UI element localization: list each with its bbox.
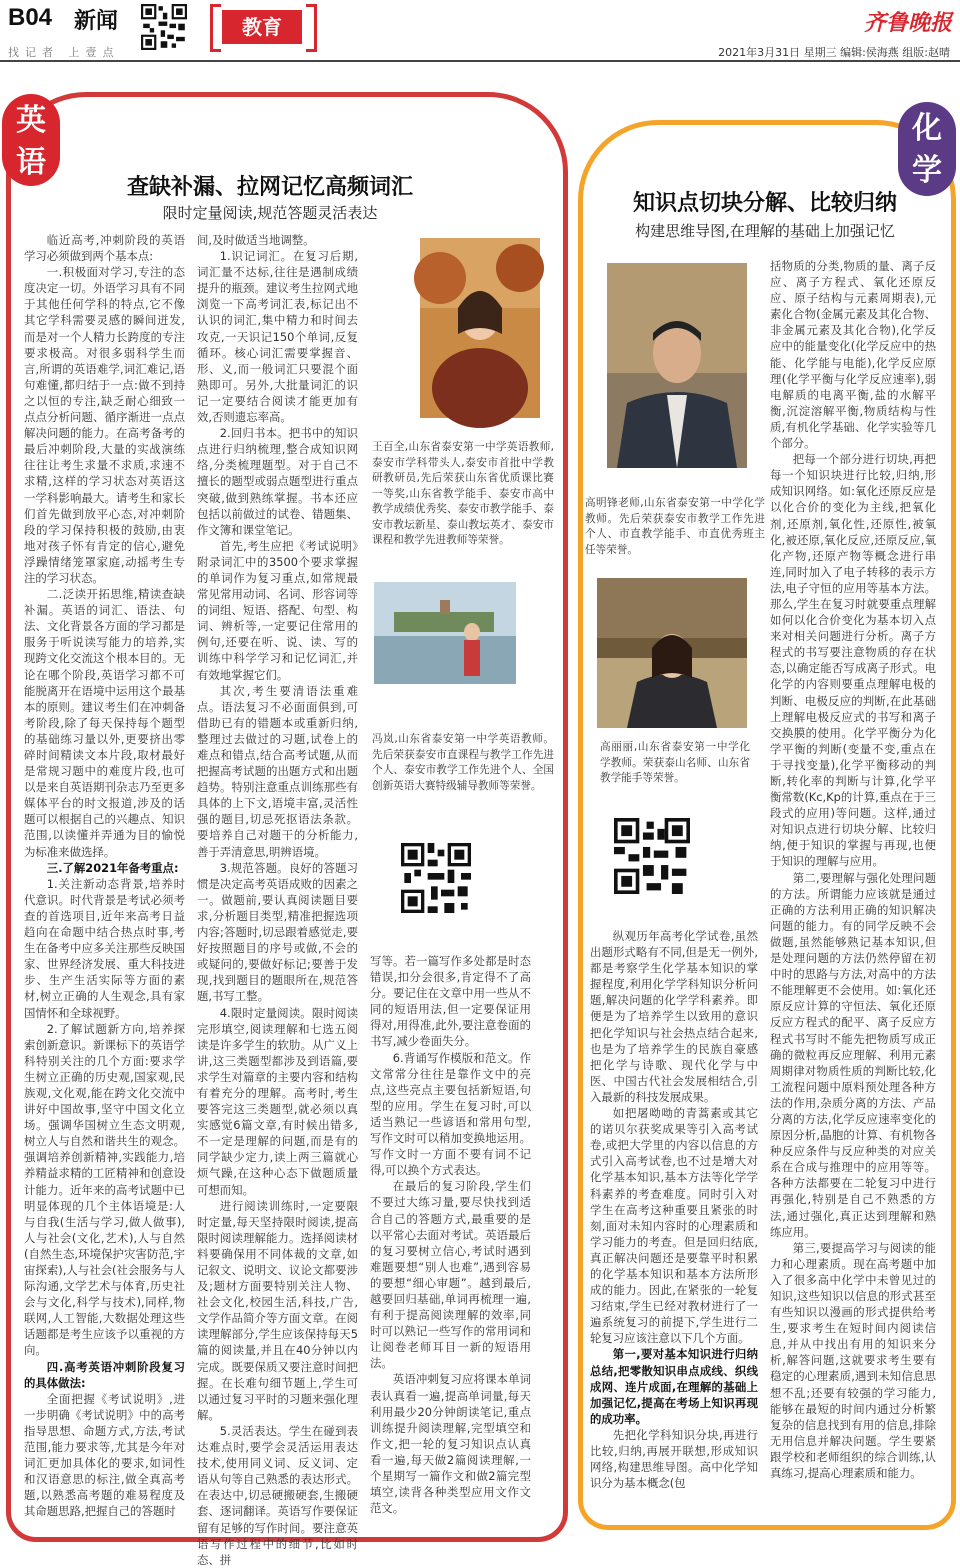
paragraph: 临近高考,冲刺阶段的英语学习必须做到两个基本点:	[24, 233, 185, 264]
chemistry-badge	[898, 102, 956, 196]
english-badge	[2, 94, 60, 186]
section-name: 新闻	[74, 9, 119, 34]
chemistry-column-1	[590, 928, 758, 1513]
english-column-1	[24, 232, 185, 1522]
paragraph: 1.识记词汇。在复习后期,词汇量不达标,往往是遇制成绩提升的瓶颈。建议考生拉网式地浏览一下高考词汇表,标记出不认识的词汇,集中精力和时间去攻克,一天识记150个单词,反复循环。核心词汇需要掌握音、形、义,而一般词汇只要混个面熟即可。另外,大批量词汇的识记一定要结合阅读才能更加有效,否则遗忘率高。	[197, 249, 358, 425]
paragraph: 3.规范答题。良好的答题习惯是决定高考英语成败的因素之一。做题前,要认真阅读题目要求,分析题目类型,精准把握选项内容;答题时,切忌跟着感觉走,要好按照题目的序号或做,不会的或疑问的,要做好标记;要善于发现,找到题目的题眼所在,规范答题,书写工整。	[197, 860, 358, 1004]
teacher-photo-wang	[420, 238, 540, 418]
teacher-caption-feng: 冯岚,山东省泰安第一中学英语教师。先后荣获泰安市直课程与教学工作先进个人、泰安市教学工作先进个人、全国创新英语大赛特级辅导教师等荣誉。	[372, 733, 554, 792]
paragraph: 括物质的分类,物质的量、离子反应、离子方程式、氧化还原反应、原子结构与元素周期表),元素化合物(金属元素及其化合物、非金属元素及其化合物),化学反应中的能量变化(化学反应中的热能、化学能与电能),化学反应原理(化学平衡与化学反应速率),弱电解质的电离平衡,盐的水解平衡,沉淀溶解平衡,物质结构与性质,有机化学基础、化学实验等几个部分。	[770, 259, 936, 451]
paragraph: 进行阅读训练时,一定要限时定量,每天坚持限时阅读,提高限时阅读理解能力。选择阅读材料要确保用不同体裁的文章,如记叙文、说明文、议论文都要涉及;题材方面要特别关注人物、社会文化,校园生活,科技,广告,文学作品简介等方面文章。在阅读理解部分,学生应该保持每天5篇的阅读量,并且在40分钟以内完成。既要保质又要注意时间把握。在长难句细节题上,学生可以通过复习平时的习题来强化理解。	[197, 1198, 358, 1422]
paragraph: 第一,要对基本知识进行归纳总结,把零散知识串点成线、织线成网、连片成面,在理解的基础上加强记忆,提高在考场上知识再现的成功率。	[590, 1347, 758, 1426]
tag-bracket-right	[306, 4, 317, 52]
paragraph: 三.了解2021年备考重点:	[46, 860, 179, 875]
paragraph: 5.灵活表达。学生在碰到表达难点时,要学会灵活运用表达技术,使用同义词、反义词、定语从句等自己熟悉的表达形式。在表达中,切忌硬搬硬套,生搬硬套、逐词翻译。英语写作要保证留有足够的写作时间。要注意英语写作过程中的细节,比如时态、拼	[197, 1423, 358, 1567]
paragraph: 四.高考英语冲刺阶段复习的具体做法:	[24, 1359, 185, 1390]
paragraph: 如把屠呦呦的青蒿素或其它的诺贝尔获奖成果等引入高考试卷,或把大学里的内容以信息的方式引入高考试卷,也不过是增大对化学基本知识,基本方法等化学学科素养的考查难度。同时引入对学生在高考这种重要且紧张的时刻,面对未知内容时的心理素质和学习能力的考查。但是回归结底,真正解决问题还是要靠平时积累的化学基本知识和基本方法所形成的能力。因此,在紧张的一轮复习结束,学生已经对教材进行了一遍系统复习的前提下,学生进行二轮复习应该注意以下几个方面。	[590, 1106, 758, 1346]
teacher-caption-gao-mingfeng: 高明锋老师,山东省泰安第一中学化学教师。先后荣获泰安市教学工作先进个人、市直教学能手、市直优秀班主任等荣誉。	[585, 497, 765, 556]
paragraph: 首先,考生应把《考试说明》附录词汇中的3500个要求掌握的单词作为复习重点,如常规最常见常用动词、名词、形容词等的词组、短语、搭配、句型、构词、辨析等,一定要记住常用的例句,还要在听、说、读、写的训练中科学学习和记忆词汇,并有效地掌握它们。	[197, 538, 358, 682]
english-subtitle: 限时定量阅读,规范答题灵活表达	[162, 204, 378, 222]
section-tag: 教育	[222, 10, 302, 44]
english-badge-text: 英语	[16, 103, 46, 180]
page-number: B04	[8, 4, 53, 31]
paragraph: 在最后的复习阶段,学生们不要过大练习量,要尽快找到适合自己的答题方式,最重要的是以平常心去面对考试。英语最后的复习要树立信心,考试时遇到难题要想“别人也难”,遇到容易的要想“细心审题”。越到最后,越要回归基础,单词再梳理一遍,有利于提高阅读理解的效率,同时可以熟记一些写作的常用词和让阅卷老师耳目一新的短语用法。	[370, 1179, 531, 1371]
qr-code-chemistry[interactable]	[614, 818, 690, 894]
english-title: 查缺补漏、拉网记忆高频词汇	[126, 175, 413, 200]
chemistry-subtitle: 构建思维导图,在理解的基础上加强记忆	[635, 222, 895, 240]
teacher-caption-wang: 王百全,山东省泰安第一中学英语教师,泰安市学科带头人,泰安市首批中学教研教研员,先后荣获山东省优质课比赛一等奖,山东省教学能手、泰安市高中教学成绩优秀奖、泰安市教学能手、泰安市教坛新星、泰山教坛英才、泰安市课程和教学先进教师等荣誉。	[372, 441, 554, 546]
teacher-photo-gao-lili	[597, 578, 747, 728]
paragraph: 1.关注新动态背景,培养时代意识。时代背景是考试必须考查的首选项目,近年来高考日益趋向在命题中结合热点时事,考生在备考中应多关注那些反映国家、世界经济发展、重大科技进步、生产生活实际等方面的素材,树立正确的人生观念,具有家国情怀和全球视野。	[24, 876, 185, 1020]
paragraph: 英语冲刺复习应将课本单词表认真看一遍,提高单词量,每天利用最少20分钟朗读笔记,重点训练提升阅读理解,完型填空和作文,把一轮的复习知识点认真看一遍,每天做2篇阅读理解,一个星期写一篇作文和做2篇完型填空,读背各种类型应用文作文范文。	[370, 1372, 531, 1516]
paragraph: 把每一个部分进行切块,再把每一个知识块进行比较,归纳,形成知识网络。如:氧化还原反应是以化合价的变化为主线,把氧化剂,还原剂,氧化性,还原性,被氧化,被还原,氧化反应,还原反应,氧化产物,还原产物等概念进行串连,同时加入了电子转移的表示方法,电子守恒的应用等基本方法。那么,学生在复习时就要重点理解如何以化合价变化为基本切入点来对相关问题进行分析。离子方程式的书写要注意物质的存在状态,以确定能否写成离子形式。电化学的内容则要重点理解电极的判断、电极反应的判断,在此基础上理解电极反应式的书写和离子交换膜的使用。化学平衡分为化学平衡的判断(变量不变,重点在于寻找变量),化学平衡移动的判断,转化率的判断与计算,化学平衡常数(Kc,Kp的计算,重点在于三段式的应用)等问题。这样,通过对知识点进行切块分解、比较归纳,便于知识的掌握与再现,也便于知识的理解与应用。	[770, 452, 936, 869]
paragraph: 全面把握《考试说明》,进一步明确《考试说明》中的高考指导思想、命题方式,方法,考试范围,能力要求等,尤其是今年对词汇更加具体化的要求,如词性和汉语意思的标注,做全真高考题,以熟悉高考题的难易程度及其命题思路,把握自己的答题时	[24, 1391, 185, 1519]
paragraph: 写等。若一篇写作多处都是时态错误,扣分会很多,肯定得不了高分。要记住在文章中用一些从不同的短语用法,但一定要保证用得对,用得准,此外,要注意卷面的书写,减少卷面失分。	[370, 954, 531, 1049]
paragraph: 其次,考生要清语法重难点。语法复习不必面面俱到,可借助已有的错题本或重新归纳,整理过去做过的习题,试卷上的难点和错点,结合高考试题,从而把握高考试题的出题方式和出题趋势。特别注意重点训练那些有具体的上下文,语境丰富,灵活性强的题目,切忌死抠语法条款。要培养自己对题干的分析能力,善于弄清意思,明辨语境。	[197, 683, 358, 859]
header-rule	[0, 60, 960, 62]
paragraph: 先把化学科知识分块,再进行比较,归纳,再展开联想,形成知识网络,构建思维导图。高中化学知识分为基本概念(包	[590, 1427, 758, 1491]
chemistry-title: 知识点切块分解、比较归纳	[632, 191, 897, 216]
paragraph: 一.积极面对学习,专注的态度决定一切。外语学习具有不同于其他任何学科的特点,它不像其它学科需要灵感的瞬间迸发,而是对一个人精力长跨度的专注要求极高。对很多弱科学生而言,所谓的英语难学,词汇难记,语句难懂,都归结于一点:做不到持之以恒的专注,缺乏耐心细致一点点分析问题、循序渐进一点点解决问题的能力。在高考备考的最后冲刺阶段,大量的实战演练往往让考生求量不求质,求速不求精,这样的学习状态对英语这一学科影响最大。请考生和家长们首先做到放平心态,对冲刺阶段的学习保持积极的鼓励,由衷地对孩子怀有肯定的信心,避免浮躁情绪笼罩家庭,动摇考生专注的学习状态。	[24, 265, 185, 585]
paragraph: 2.了解试题新方向,培养探索创新意识。新课标下的英语学科特别关注的几个方面:要求学生树立正确的历史观,国家观,民族观,文化观,能在跨文化交流中讲好中国故事,坚守中国文化立场。强调华国树立生态文明观,树立人与自然和谐共生的观念。强调培养创新精神,实践能力,培养精益求精的工匠精神和创意设计能力。近年来的高考试题中已明显体现的几个主体语境是:人与自我(生活与学习,做人做事),人与社会(文化,艺术),人与自然(自然生态,环境保护灾害防范,宇宙探索),人与社会(社会服务与人际沟通,文学艺术与体育,历史社会与文化,科学与技术),同样,物联网,人工智能,大数据处理这些话题都是考生应该予以重视的方向。	[24, 1021, 185, 1358]
paragraph: 4.限时定量阅读。限时阅读完形填空,阅读理解和七选五阅读是许多学生的软肋。从广义上讲,这三类题型都涉及到语篇,要求学生对篇章的主要内容和结构有着充分的理解。高考时,考生要答完这三类题型,就必须以真实感觉6篇文章,有时候出错多,不一定是理解的问题,而是有的同学缺少定力,读上两三篇就心烦气躁,在这种心态下做题质量可想而知。	[197, 1005, 358, 1197]
paragraph: 纵观历年高考化学试卷,虽然出题形式略有不同,但是无一例外,都是考察学生化学基本知识的掌握程度,利用化学学科知识分析问题,解决问题的化学学科素养。即便是为了培养学生以致用的意识把化学知识与社会热点结合起来,也是为了培养学生的民族自豪感把化学与诗歌、现代化学与中医、中国古代社会发展相结合,引入最新的科技发展成果。	[590, 929, 758, 1104]
paragraph: 第三,要提高学习与阅读的能力和心理素质。现在高考题中加入了很多高中化学中未曾见过的知识,这些知识以信息的形式甚至有些知识以漫画的形式提供给考生,要求考生在短时间内阅读信息,并从中找出有用的知识来分析,解答问题,这就要求考生要有稳定的心理素质,遇到未知信息思想不乱;还要有较强的学习能力,能够在最短的时间内通过分析繁复杂的信息找到有用的信息,排除无用信息并解决问题。学生要紧跟学校和老师组织的综合训练,认真练习,提高心理素质和能力。	[770, 1240, 936, 1481]
paragraph: 2.回归书本。把书中的知识点进行归纳梳理,整合成知识网络,分类梳理题型。对于自己不擅长的题型或弱点题型进行重点突破,做到熟练掌握。书本还应包括以前做过的试卷、错题集、作文簿和课堂笔记。	[197, 426, 358, 537]
english-column-3	[370, 953, 531, 1523]
teacher-photo-gao-mingfeng	[607, 263, 747, 468]
chemistry-badge-text: 化学	[912, 111, 942, 188]
paragraph: 二.泛读开拓思维,精读查缺补漏。英语的词汇、语法、句法、文化背景各方面的学习都是服务于听说读写能力的培养,实现跨文化交流这个根本目的。无论在哪个阶段,英语学习都不可能脱离开在语境中运用这个最基本的原则。建议考生们在冲刺备考阶段,除了每天保持每个题型的基础练习量以外,更要挤出零碎时间精读文本片段,取材最好是常规习题中的难度片段,也可以是来自英语期刊杂志乃至更多媒体平台的时文报道,涉及的话题可以根据自己的兴趣点、知识范围,以读懂并弄通为目的愉悦为标准来做选择。	[24, 587, 185, 859]
chemistry-column-2	[770, 258, 936, 1513]
paragraph: 第二,要理解与强化处理问题的方法。所谓能力应该就是通过正确的方法利用正确的知识解决问题的能力。有的同学反映不会做题,虽然能够熟记基本知识,但是处理问题的方法仍然停留在初中时的思路与方法,对高中的方法不能理解更不会使用。如:氧化还原反应计算的守恒法、氧化还原反应方程式的配平、离子反应方程式书写时不能先把物质写成正确的微粒再反应理解、利用元素周期律对物质性质的判断比较,化工流程问题中原料预处理各种方法的作用,杂质分离的方法、产品分离的方法,化学反应速率变化的原因分析,晶胞的计算、有机物各种反应条件与反应种类的对应关系在合成与推理中的应用等等。各种方法都要在二轮复习中进行再强化,特别是自己不熟悉的方法,通过强化,真正达到理解和熟练应用。	[770, 870, 936, 1239]
teacher-photo-feng	[374, 582, 516, 684]
qr-code-icon[interactable]	[141, 4, 187, 50]
paragraph: 间,及时做适当地调整。	[197, 233, 315, 247]
paragraph: 6.背诵写作模版和范文。作文常常分往往是靠作文中的亮点,这些亮点主要包括新短语,句型的应用。学生在复习时,可以适当熟记一些谚语和常用句型,写作文时可以稍加变换地运用。写作文时一方面不要有词不记得,可以换个方式表达。	[370, 1050, 531, 1178]
tag-bracket-left	[210, 4, 221, 52]
newspaper-logo: 齐鲁晚报	[863, 10, 952, 36]
teacher-caption-gao-lili: 高丽丽,山东省泰安第一中学化学教师。荣获泰山名师、山东省教学能手等荣誉。	[600, 741, 750, 784]
slogan: 找记者 上壹点	[8, 46, 120, 59]
qr-code-english[interactable]	[401, 843, 471, 913]
dateline: 2021年3月31日 星期三 编辑:侯海燕 组版:赵晴	[718, 46, 950, 59]
english-column-2	[197, 232, 358, 1567]
